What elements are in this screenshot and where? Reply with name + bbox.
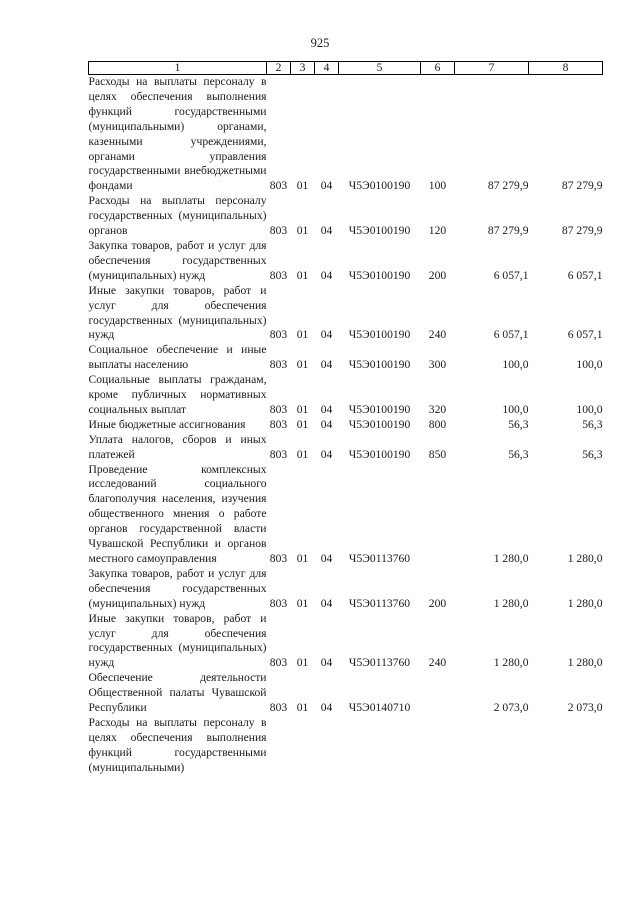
row-code-target: Ч5Э0100190 xyxy=(348,328,411,342)
row-name: Иные закупки товаров, работ и услуг для обеспечения государственных (муниципальных) нужд xyxy=(88,283,267,342)
row-code-expense-type: 850 xyxy=(428,447,447,461)
row-amount-2: 1 280,0 xyxy=(567,656,603,670)
empty-cell xyxy=(455,716,529,776)
column-header: 7 xyxy=(455,62,529,75)
column-header: 3 xyxy=(291,62,315,75)
empty-cell xyxy=(291,716,315,776)
row-code-expense-type: 200 xyxy=(428,596,447,610)
table-row xyxy=(89,284,603,344)
column-header: 6 xyxy=(421,62,455,75)
row-code-subsection: 04 xyxy=(320,552,333,565)
row-name-continued: Расходы на выплаты персоналу в целях обеспечения выполнения функций государственными (муниципальными) xyxy=(88,715,267,774)
row-amount-2: 56,3 xyxy=(582,417,603,431)
row-code-target: Ч5Э0113760 xyxy=(348,656,411,670)
row-name: Закупка товаров, работ и услуг для обеспечения государственных (муниципальных) нужд xyxy=(88,238,267,282)
row-code-target: Ч5Э0100190 xyxy=(348,417,411,431)
row-code-expense-type: 320 xyxy=(428,402,447,416)
row-amount-2: 100,0 xyxy=(576,358,603,372)
table-body xyxy=(89,75,603,776)
row-code-expense-type: 200 xyxy=(428,268,447,282)
row-code-admin: 803 xyxy=(269,656,288,670)
row-amount-2: 100,0 xyxy=(576,402,603,416)
column-header: 2 xyxy=(267,62,291,75)
row-code-subsection: 04 xyxy=(320,701,333,715)
row-code-expense-type: 240 xyxy=(428,656,447,670)
row-name: Расходы на выплаты персоналу в целях обеспечения выполнения функций государственными (муниципальными) органами, казенными учреждениями, органами управления государственными внебюджетными фондами xyxy=(88,75,267,193)
row-code-target: Ч5Э0140710 xyxy=(348,701,411,715)
row-code-admin: 803 xyxy=(269,328,288,342)
row-code-admin: 803 xyxy=(269,224,288,238)
empty-cell xyxy=(267,716,291,776)
row-code-target: Ч5Э0113760 xyxy=(348,596,411,610)
row-code-admin: 803 xyxy=(269,402,288,416)
row-amount-2: 1 280,0 xyxy=(567,552,603,565)
row-code-subsection: 04 xyxy=(320,328,333,342)
row-code-section: 01 xyxy=(296,224,309,238)
row-code-admin: 803 xyxy=(269,447,288,461)
row-name: Социальные выплаты гражданам, кроме публичных нормативных социальных выплат xyxy=(88,373,267,416)
row-code-subsection: 04 xyxy=(320,179,333,193)
column-header-row xyxy=(89,62,603,75)
row-name: Закупка товаров, работ и услуг для обеспечения государственных (муниципальных) нужд xyxy=(88,566,267,610)
row-name: Проведение комплексных исследований социального благополучия населения, изучения общественного мнения о работе органов государственной власти Чувашской Республики и органов местного самоуправления xyxy=(88,462,267,565)
row-code-subsection: 04 xyxy=(320,417,333,431)
row-code-admin: 803 xyxy=(269,701,288,715)
row-amount-2: 56,3 xyxy=(582,447,603,461)
row-code-target: Ч5Э0100190 xyxy=(348,402,411,416)
table-row xyxy=(89,612,603,672)
row-code-subsection: 04 xyxy=(320,402,333,416)
table-row xyxy=(89,239,603,284)
table-row xyxy=(89,567,603,612)
table-row xyxy=(89,343,603,373)
row-code-admin: 803 xyxy=(269,552,288,565)
row-name: Иные бюджетные ассигнования xyxy=(88,417,246,431)
row-code-section: 01 xyxy=(296,656,309,670)
row-amount-1: 6 057,1 xyxy=(493,268,529,282)
row-code-section: 01 xyxy=(296,179,309,193)
row-code-target: Ч5Э0100190 xyxy=(348,447,411,461)
row-code-subsection: 04 xyxy=(320,358,333,372)
row-code-target: Ч5Э0113760 xyxy=(348,552,411,565)
row-code-section: 01 xyxy=(296,328,309,342)
row-code-expense-type xyxy=(421,463,455,567)
column-header: 8 xyxy=(529,62,603,75)
table-row xyxy=(89,418,603,433)
row-amount-2: 6 057,1 xyxy=(567,328,603,342)
row-code-subsection: 04 xyxy=(320,447,333,461)
row-code-section: 01 xyxy=(296,701,309,715)
row-amount-2: 1 280,0 xyxy=(567,596,603,610)
row-name: Социальное обеспечение и иные выплаты населению xyxy=(88,343,267,372)
row-code-admin: 803 xyxy=(269,596,288,610)
row-code-section: 01 xyxy=(296,268,309,282)
row-amount-1: 100,0 xyxy=(502,402,529,416)
row-code-expense-type xyxy=(421,671,455,716)
row-code-expense-type: 100 xyxy=(428,179,447,193)
table-row xyxy=(89,373,603,418)
row-code-admin: 803 xyxy=(269,268,288,282)
row-amount-1: 87 279,9 xyxy=(487,224,529,238)
row-name: Иные закупки товаров, работ и услуг для обеспечения государственных (муниципальных) нужд xyxy=(88,611,267,670)
row-amount-2: 6 057,1 xyxy=(567,268,603,282)
column-header: 1 xyxy=(89,62,267,75)
row-amount-2: 87 279,9 xyxy=(561,179,603,193)
row-code-section: 01 xyxy=(296,552,309,565)
table-row-continued xyxy=(89,716,603,776)
empty-cell xyxy=(529,716,603,776)
row-amount-1: 6 057,1 xyxy=(493,328,529,342)
row-code-admin: 803 xyxy=(269,179,288,193)
row-code-section: 01 xyxy=(296,417,309,431)
row-code-expense-type: 800 xyxy=(428,417,447,431)
row-code-section: 01 xyxy=(296,596,309,610)
column-header: 4 xyxy=(315,62,339,75)
row-code-target: Ч5Э0100190 xyxy=(348,224,411,238)
empty-cell xyxy=(339,716,421,776)
row-code-expense-type: 240 xyxy=(428,328,447,342)
row-name: Расходы на выплаты персоналу государственных (муниципальных) органов xyxy=(88,194,267,238)
row-amount-1: 1 280,0 xyxy=(493,596,529,610)
row-name: Обеспечение деятельности Общественной палаты Чувашской Республики xyxy=(88,671,267,715)
table-row xyxy=(89,433,603,463)
row-amount-1: 87 279,9 xyxy=(487,179,529,193)
row-code-admin: 803 xyxy=(269,358,288,372)
row-code-target: Ч5Э0100190 xyxy=(348,268,411,282)
row-code-admin: 803 xyxy=(269,417,288,431)
row-code-section: 01 xyxy=(296,447,309,461)
row-name: Уплата налогов, сборов и иных платежей xyxy=(88,432,267,461)
budget-table xyxy=(88,61,603,776)
row-code-target: Ч5Э0100190 xyxy=(348,358,411,372)
row-amount-1: 56,3 xyxy=(508,417,529,431)
empty-cell xyxy=(421,716,455,776)
row-code-subsection: 04 xyxy=(320,596,333,610)
row-amount-2: 87 279,9 xyxy=(561,224,603,238)
table-row xyxy=(89,671,603,716)
row-code-subsection: 04 xyxy=(320,268,333,282)
row-code-expense-type: 300 xyxy=(428,358,447,372)
row-code-expense-type: 120 xyxy=(428,224,447,238)
table-row xyxy=(89,194,603,239)
empty-cell xyxy=(315,716,339,776)
row-code-section: 01 xyxy=(296,402,309,416)
row-amount-1: 100,0 xyxy=(502,358,529,372)
row-code-subsection: 04 xyxy=(320,224,333,238)
row-amount-1: 1 280,0 xyxy=(493,552,529,565)
row-amount-1: 2 073,0 xyxy=(493,701,529,715)
row-code-section: 01 xyxy=(296,358,309,372)
row-amount-1: 1 280,0 xyxy=(493,656,529,670)
table-row xyxy=(89,75,603,195)
row-amount-2: 2 073,0 xyxy=(567,701,603,715)
row-amount-1: 56,3 xyxy=(508,447,529,461)
column-header: 5 xyxy=(339,62,421,75)
page-number: 925 xyxy=(310,36,330,50)
row-code-subsection: 04 xyxy=(320,656,333,670)
row-code-target: Ч5Э0100190 xyxy=(348,179,411,193)
table-row xyxy=(89,463,603,567)
